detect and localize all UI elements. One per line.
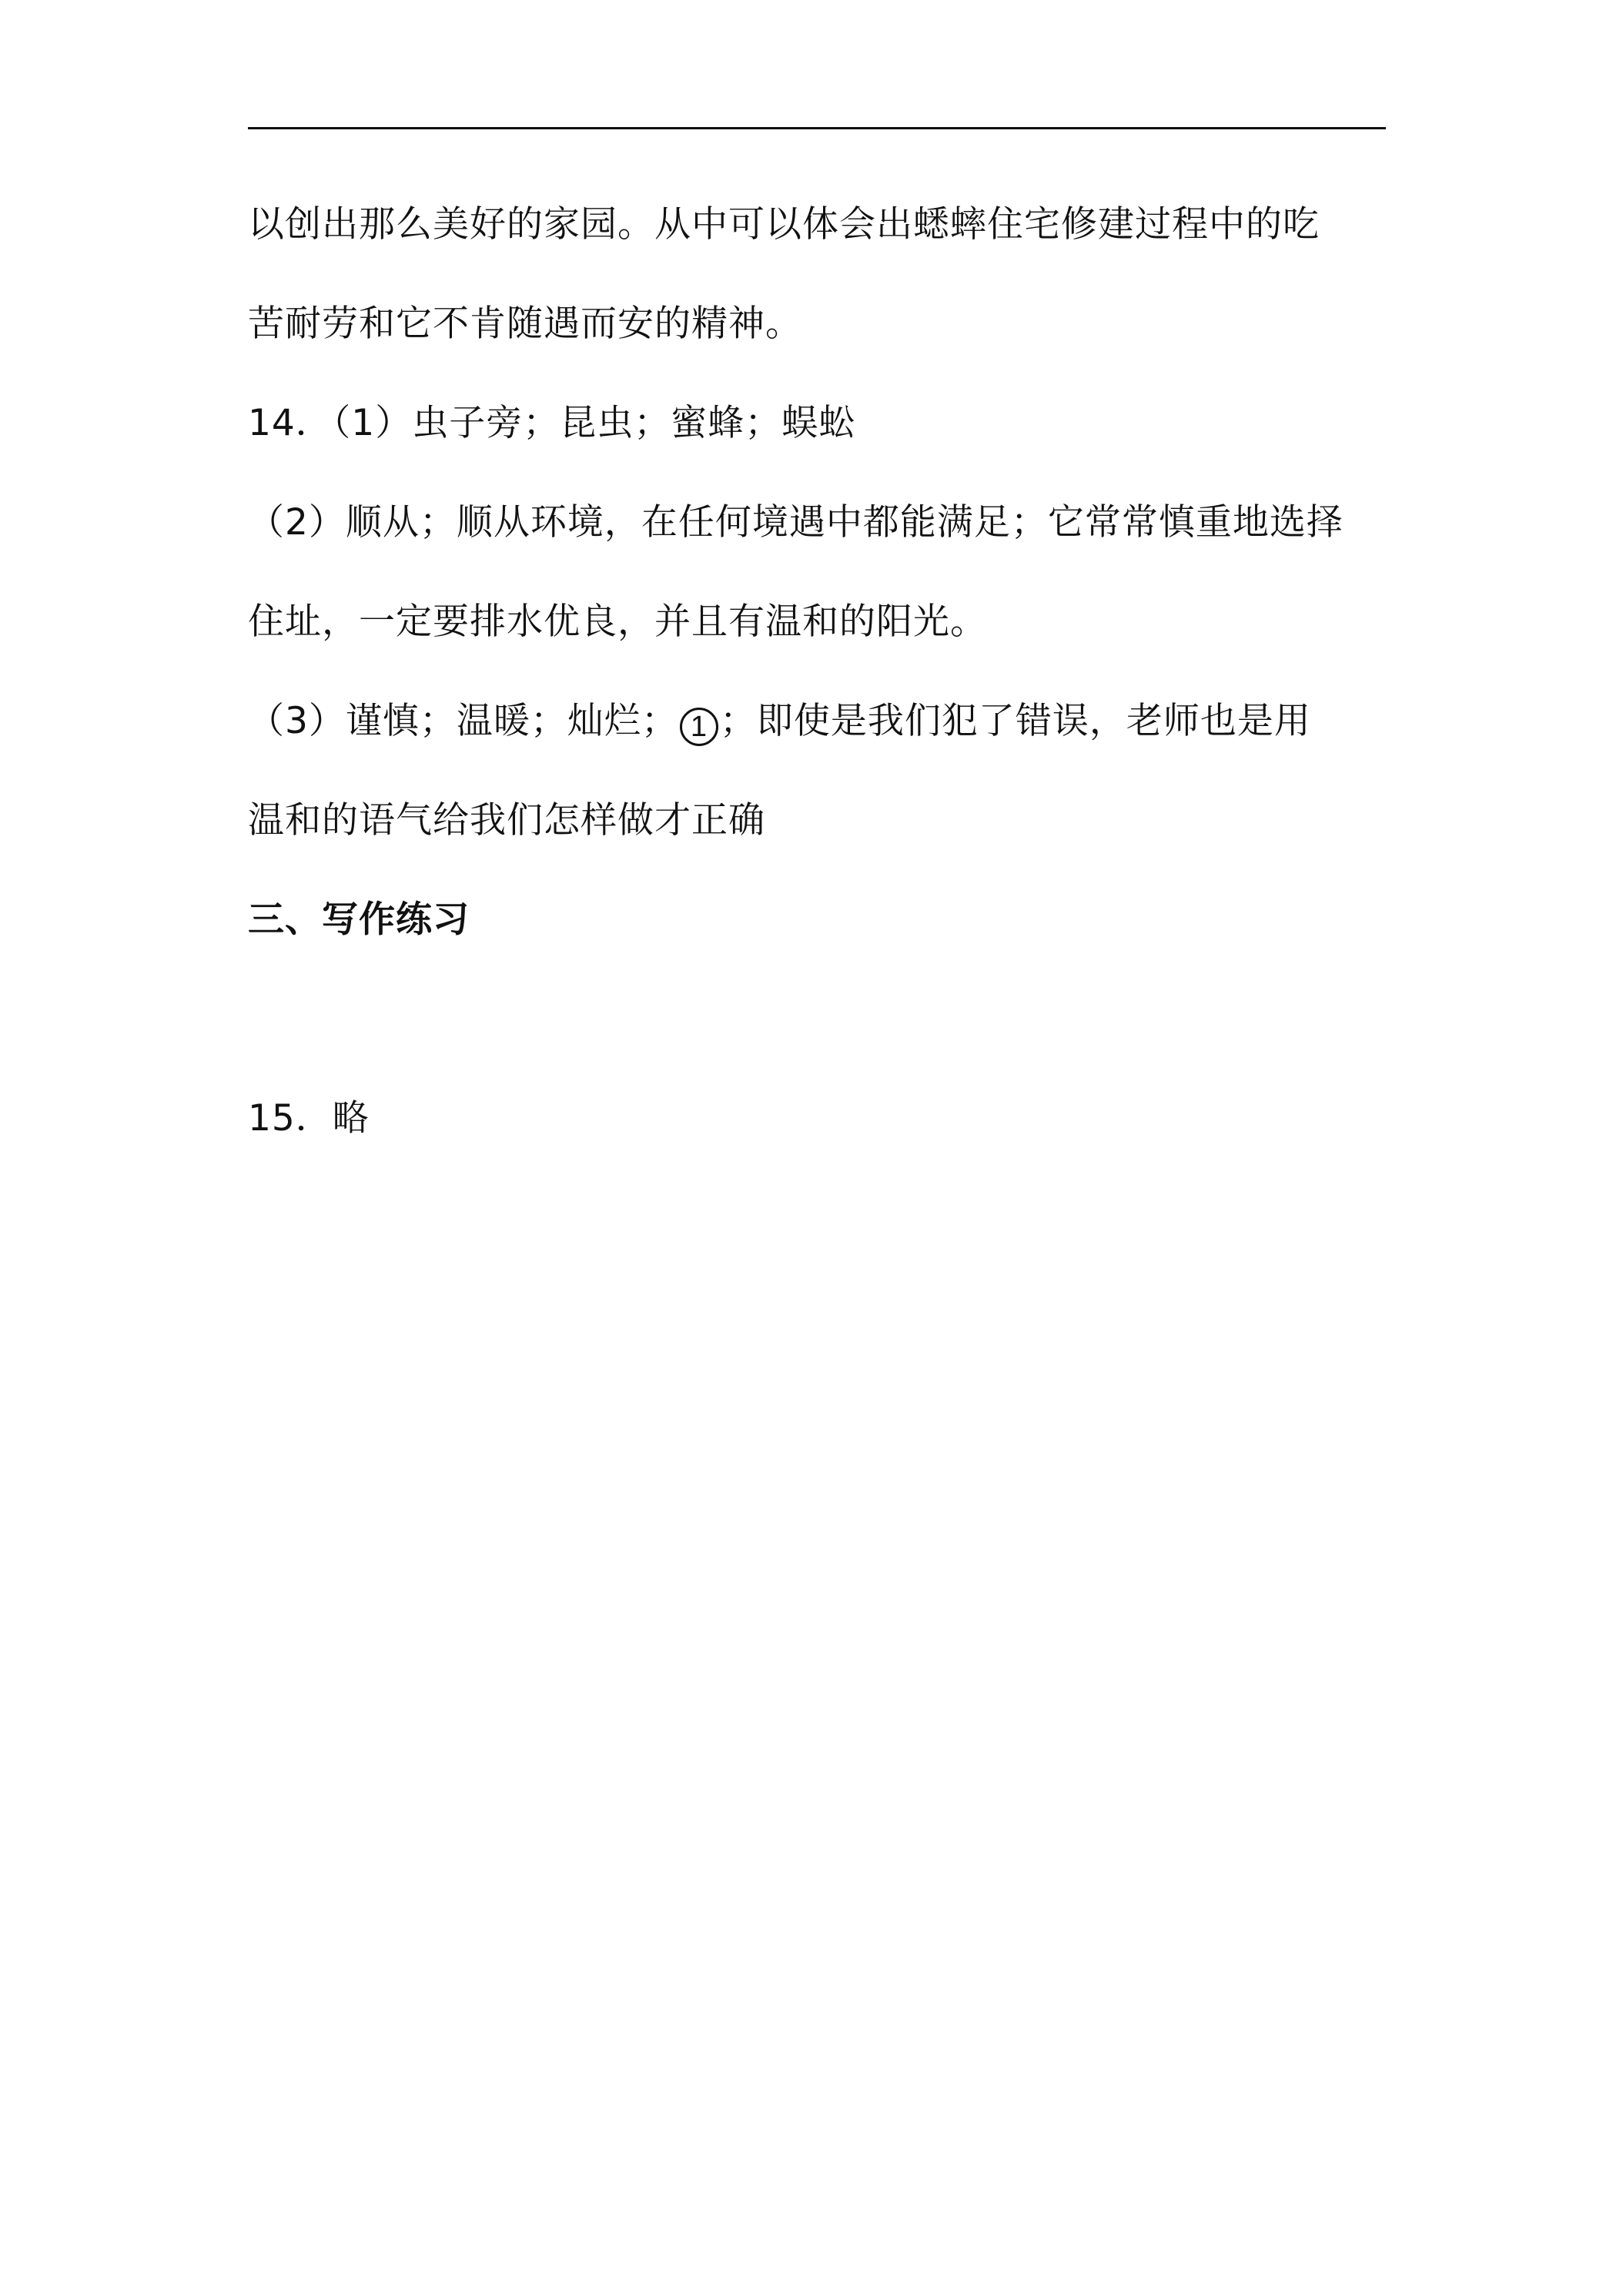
answer-14-part-2-line-2: 住址，一定要排水优良，并且有温和的阳光。: [248, 601, 987, 643]
answer-14-part-2-line-1: （2）顺从；顺从环境，在任何境遇中都能满足；它常常慎重地选择: [248, 501, 1344, 544]
answer-14-part-3-text-after: ；即使是我们犯了错误，老师也是用: [719, 700, 1311, 742]
answer-14-part-1: 14．（1）虫子旁；昆虫；蜜蜂；蜈蚣: [248, 402, 856, 444]
answer-14-part-3-text-before: （3）谨慎；温暖；灿烂；: [248, 700, 678, 742]
header-rule: [248, 127, 1386, 129]
answer-14-part-3-line-1: [248, 698, 1387, 746]
circled-number-one: 1: [680, 708, 718, 746]
answer-13-continued-line-1: 以创出那么美好的家园。从中可以体会出蟋蟀住宅修建过程中的吃: [248, 203, 1320, 246]
answer-15: 15．略: [248, 1097, 370, 1140]
section-heading-writing-practice: 三、写作练习: [248, 899, 470, 941]
answer-14-part-3-line-2: 温和的语气给我们怎样做才正确: [248, 799, 765, 842]
answer-13-continued-line-2: 苦耐劳和它不肯随遇而安的精神。: [248, 303, 802, 345]
